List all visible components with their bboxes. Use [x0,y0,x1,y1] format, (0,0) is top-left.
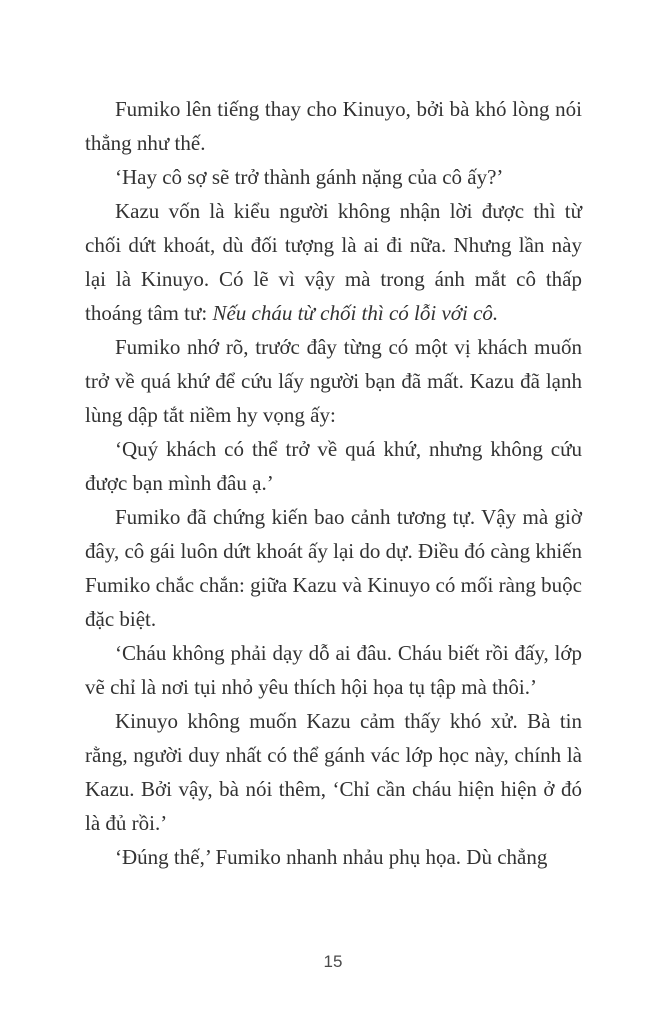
text-block [85,92,582,874]
text-run: ‘Cháu không phải dạy dỗ ai đâu. Cháu biết rồi đấy, lớp vẽ chỉ là nơi tụi nhỏ yêu thích hội họa tụ tập mà thôi.’ [85,641,582,699]
text-run: Fumiko nhớ rõ, trước đây từng có một vị khách muốn trở về quá khứ để cứu lấy người bạn đã mất. Kazu đã lạnh lùng dập tắt niềm hy vọng ấy: [85,335,582,427]
text-run: Fumiko đã chứng kiến bao cảnh tương tự. Vậy mà giờ đây, cô gái luôn dứt khoát ấy lại do dự. Điều đó càng khiến Fumiko chắc chắn: giữa Kazu và Kinuyo có mối ràng buộc đặc biệt. [85,505,582,631]
paragraph [85,840,582,874]
italic-text-run: Nếu cháu từ chối thì có lỗi với cô. [212,301,499,325]
text-run: Fumiko lên tiếng thay cho Kinuyo, bởi bà khó lòng nói thẳng như thế. [85,97,582,155]
text-run: ‘Quý khách có thể trở về quá khứ, nhưng không cứu được bạn mình đâu ạ.’ [85,437,582,495]
text-run: Kinuyo không muốn Kazu cảm thấy khó xử. Bà tin rằng, người duy nhất có thể gánh vác lớp học này, chính là Kazu. Bởi vậy, bà nói thêm, ‘Chỉ cần cháu hiện hiện ở đó là đủ rồi.’ [85,709,582,835]
paragraph [85,704,582,840]
text-run: Kazu vốn là kiểu người không nhận lời được thì từ chối dứt khoát, dù đối tượng là ai đi nữa. Nhưng lần này lại là Kinuyo. Có lẽ vì vậy mà trong ánh mắt cô thấp thoáng tâm tư: [85,199,582,325]
paragraph [85,432,582,500]
text-run: ‘Đúng thế,’ Fumiko nhanh nhảu phụ họa. Dù chẳng [115,845,548,869]
paragraph [85,160,582,194]
paragraph [85,500,582,636]
paragraph [85,330,582,432]
paragraph [85,194,582,330]
text-run: ‘Hay cô sợ sẽ trở thành gánh nặng của cô ấy?’ [115,165,504,189]
paragraph [85,636,582,704]
paragraph [85,92,582,160]
page-number: 15 [323,952,343,971]
